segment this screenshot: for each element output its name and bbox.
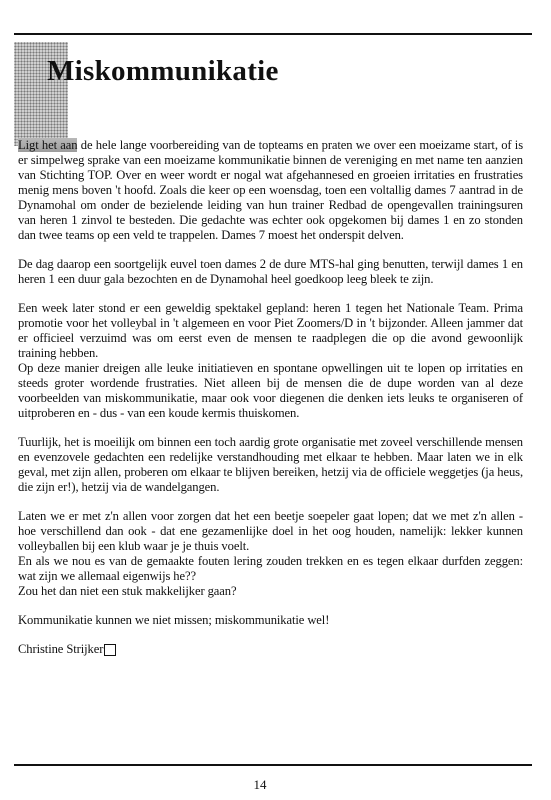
end-mark-box-icon xyxy=(104,644,116,656)
page-number: 14 xyxy=(253,777,267,792)
paragraph-9: Kommunikatie kunnen we niet missen; miskommunikatie wel! xyxy=(18,613,330,627)
paragraph-1 xyxy=(18,138,523,243)
highlighted-lead-text: Ligt het aan xyxy=(18,138,78,152)
paragraph-8: Zou het dan niet een stuk makkelijker gaan? xyxy=(18,584,237,598)
paragraph-3: Een week later stond er een geweldig spektakel gepland: heren 1 tegen het Nationale Team. Prima promotie voor het volleybal in 't algemeen en voor Piet Zoomers/D in 't bijzonder. Alleen jammer dat er officieel verzuimd was om eerst even de mensen te raadplegen die op die avond gewoonlijk training hebben. xyxy=(18,301,523,360)
author-signature: Christine Strijker xyxy=(18,642,104,656)
bottom-rule xyxy=(14,764,532,766)
top-rule xyxy=(14,33,532,35)
paragraph-2: De dag daarop een soortgelijk euvel toen dames 2 de dure MTS-hal ging benutten, terwijl dames 1 en heren 1 een duur gala bezochten en de Dynamohal heel goedkoop leeg bleek te zijn. xyxy=(18,257,523,286)
article-title: Miskommunikatie xyxy=(47,55,279,87)
paragraph-5: Tuurlijk, het is moeilijk om binnen een toch aardig grote organisatie met zoveel verschillende mensen en evenzovele gedachten een redelijke verstandhouding met elkaar te hebben. Maar laten we in elk geval, met zijn allen, proberen om elkaar te blijven bereiken, hetzij via de officiele weggetjes (ja heus, die zijn er!), hetzij via de wandelgangen. xyxy=(18,435,523,494)
paragraph-4: Op deze manier dreigen alle leuke initiatieven en spontane opwellingen uit te lopen op irritaties en steeds groter wordende frustraties. Niet alleen bij de mensen die de dupe worden van al deze voorbeelden van miskommunikatie, maar ook voor diegenen die denken iets leuks te organiseren of uitproberen en - dus - van een koude kermis thuiskomen. xyxy=(18,361,523,420)
paragraph-6: Laten we er met z'n allen voor zorgen dat het een beetje soepeler gaat lopen; dat we met z'n allen - hoe verschillend dan ook - dat ene gezamenlijke doel in het oog houden, namelijk: lekker kunnen volleyballen bij een klub waar je je thuis voelt. xyxy=(18,509,523,553)
paragraph-1-text: de hele lange voorbereiding van de topteams en praten we over een moeizame start, of is er simpelweg sprake van een moeizame kommunikatie binnen de vereniging en met name ten aanzien van Stichting TOP. Over en weer wordt er nogal wat afgehannesed en groeien irritaties en frustraties menig mens boven 't hoofd. Zoals die keer op een woensdag, toen een voltallig dames 7 aantrad in de Dynamohal om onder de bezielende leiding van hun trainer Redbad de opengevallen trainingsuren van heren 1 zinvol te besteden. Die gedachte was echter ook opgekomen bij dames 1 en zo stonden dan twee teams op een veld te trappelen. Dames 7 moest het onderspit delven. xyxy=(18,138,523,242)
signature-line xyxy=(18,642,523,657)
paragraph-7: En als we nou es van de gemaakte fouten lering zouden trekken en es tegen elkaar durfden zeggen: wat zijn we allemaal eigenwijs he?? xyxy=(18,554,523,583)
article-body xyxy=(18,138,523,671)
